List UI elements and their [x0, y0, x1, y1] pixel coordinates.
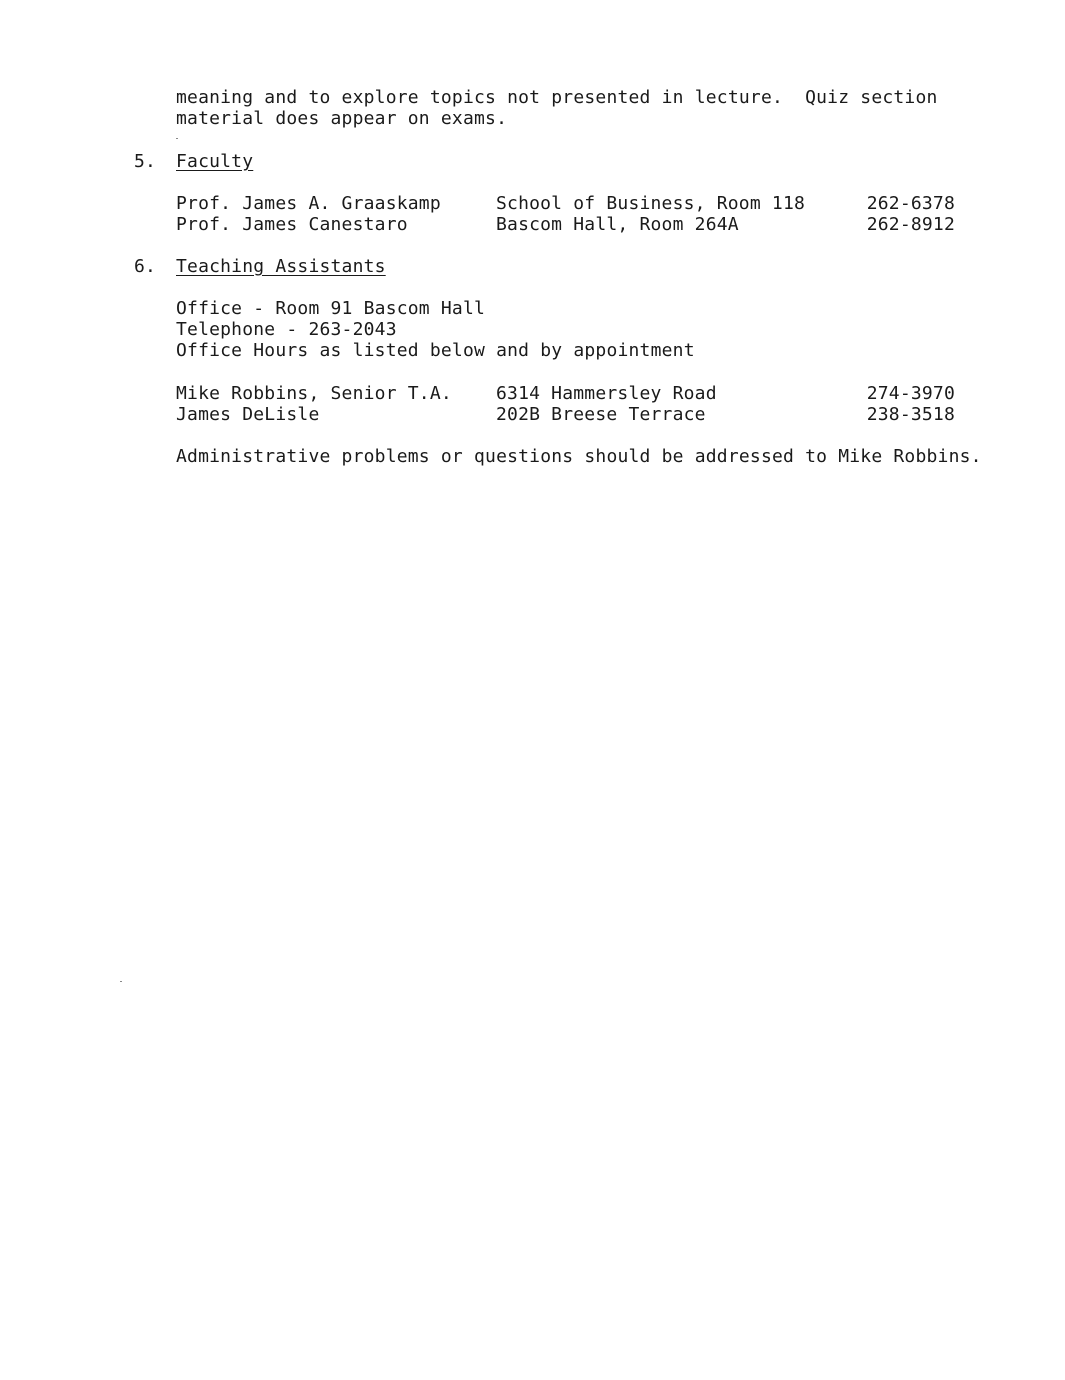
- intro-line-2: material does appear on exams.: [176, 108, 508, 129]
- faculty-location: School of Business, Room 118: [496, 193, 806, 214]
- section-6-number: 6.: [134, 256, 157, 277]
- ta-phone: 274-3970: [866, 383, 955, 404]
- ta-office: Office - Room 91 Bascom Hall: [176, 298, 486, 319]
- admin-note: Administrative problems or questions should be addressed to Mike Robbins.: [176, 446, 982, 467]
- faculty-location: Bascom Hall, Room 264A: [496, 214, 739, 235]
- section-5-number: 5.: [134, 151, 157, 172]
- faculty-name: Prof. James A. Graaskamp: [176, 193, 441, 214]
- ta-location: 6314 Hammersley Road: [496, 383, 717, 404]
- scan-speck: [120, 981, 122, 982]
- section-6-heading: Teaching Assistants: [176, 256, 386, 277]
- faculty-name: Prof. James Canestaro: [176, 214, 408, 235]
- ta-telephone: Telephone - 263-2043: [176, 319, 397, 340]
- faculty-phone: 262-6378: [866, 193, 955, 214]
- ta-name: James DeLisle: [176, 404, 320, 425]
- intro-line-1: meaning and to explore topics not presented in lecture. Quiz section: [176, 87, 938, 108]
- section-5-heading: Faculty: [176, 151, 254, 172]
- ta-name: Mike Robbins, Senior T.A.: [176, 383, 452, 404]
- ta-phone: 238-3518: [866, 404, 955, 425]
- scan-speck: [176, 138, 178, 139]
- ta-location: 202B Breese Terrace: [496, 404, 706, 425]
- ta-office-hours: Office Hours as listed below and by appointment: [176, 340, 695, 361]
- faculty-phone: 262-8912: [866, 214, 955, 235]
